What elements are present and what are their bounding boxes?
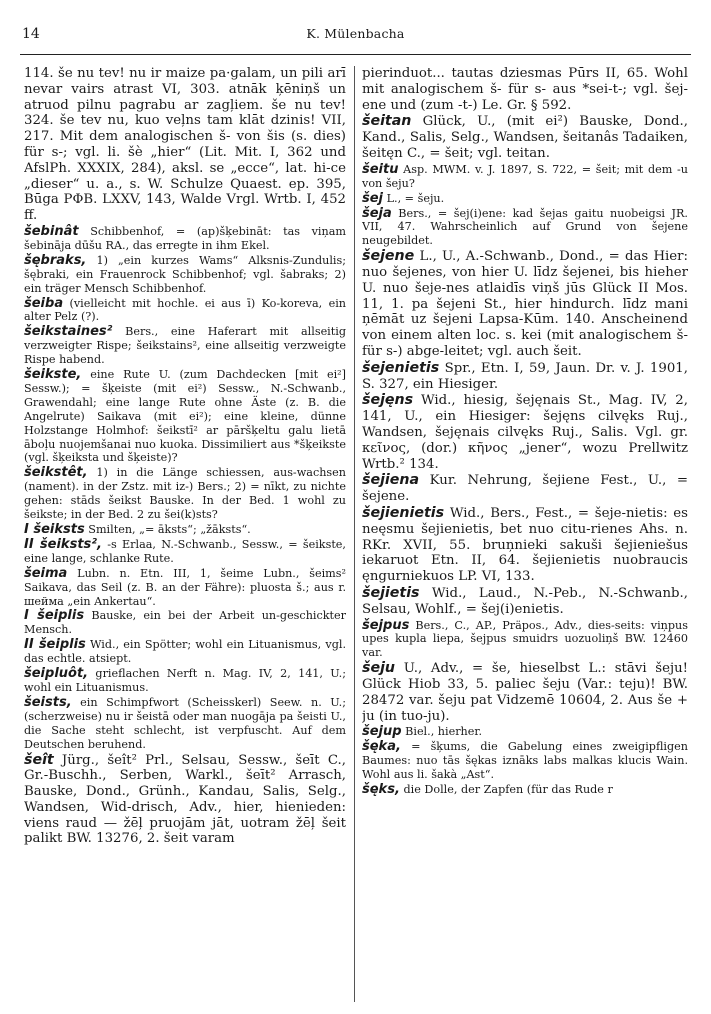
dictionary-entry <box>24 609 346 637</box>
entry-headword: I šeiplis <box>24 608 85 624</box>
entry-text: Kur. Nehrung, šejiene Fest., U., = šejene. <box>362 473 688 505</box>
page-header <box>22 24 689 46</box>
dictionary-entry <box>24 538 346 566</box>
entry-text: Bers., eine Haferart mit allseitig verzweigter Rispe; šeikstains², eine allseitig verzweigte Rispe habend. <box>24 325 346 367</box>
dictionary-entry <box>362 114 688 161</box>
dictionary-entry <box>24 254 346 296</box>
entry-headword: šebinât <box>24 223 79 239</box>
dictionary-entry <box>362 473 688 505</box>
right-column <box>362 66 688 1002</box>
entry-text: ein Schimpfwort (Scheisskerl) Seew. n. U.; (scherzweise) nu ir šeistā oder man nuogāja pa šeisti U., die Sache steht schlecht, ist verpfuscht. Auf dem Deutschen beruhend. <box>24 695 346 751</box>
entry-text: Wid., ein Spötter; wohl ein Lituanismus, vgl. das echtle. atsiept. <box>24 638 346 666</box>
entry-text: grieflachen Nerft n. Mag. IV, 2, 141, U.; wohl ein Lituanismus. <box>24 667 346 694</box>
dictionary-entry <box>24 66 346 224</box>
entry-text: Jürg., šeît² Prl., Selsau, Sessw., šeīt C., Gr.-Buschh., Serben, Warkl., šeīt² Arrasch, Bauske, Dond., Grünh., Kandau, Salis, Selg., Wandsen, Wid-drisch, Adv., hier, hienieden: viens raud — žēļ pruojām jāt, uotram žēļ šeit palikt BW. 13276, 2. šeit varam <box>24 752 346 847</box>
entry-text: pierinduot... tautas dziesmas Pūrs II, 65. Wohl mit analogischem š- für s- aus *sei-t-; vgl. šej-ene und (zum -t-) Le. Gr. § 592. <box>362 66 688 113</box>
entry-headword: II šeiplis <box>24 637 86 653</box>
entry-text: L., = šeju. <box>386 191 445 205</box>
dictionary-entry <box>24 297 346 325</box>
entry-headword: šejenietis <box>362 359 440 376</box>
dictionary-entry <box>24 753 346 848</box>
dictionary-entry <box>362 393 688 472</box>
entry-text: Wid., Bers., Fest., = šeje-nietis: es neęsmu šejienietis, bet nuo citu-rienes Ahs. n. RKr. XVII, 55. bruņnieki sakuši šejieniešus iekaruot Etn. II, 64. šejienietis nuobraucis ęngurniekuos LP. VI, 133. <box>362 505 688 585</box>
dictionary-entry <box>362 661 688 724</box>
entry-text: -s Erlaa, N.-Schwanb., Sessw., = šeikste, eine lange, schlanke Rute. <box>24 537 346 565</box>
entry-text: Lubn. n. Etn. III, 1, šeime Lubn., šeims² Saikava, das Seil (z. B. an der Fähre): pluosta š.; aus r. шейма „ein Ankertau“. <box>24 566 346 608</box>
entry-headword: šej <box>362 190 384 206</box>
entry-headword: šejiena <box>362 472 420 489</box>
entry-headword: šejene <box>362 248 415 265</box>
entry-headword: šeikste, <box>24 367 82 383</box>
entry-headword: šejęns <box>362 392 414 409</box>
entry-headword: I šeiksts <box>24 522 85 537</box>
entry-headword: šeists, <box>24 694 72 710</box>
dictionary-entry <box>362 725 688 739</box>
entry-headword: šejietis <box>362 584 420 601</box>
dictionary-entry <box>362 506 688 585</box>
entry-headword: šeikstêt, <box>24 465 88 481</box>
entry-headword: šeitan <box>362 113 412 130</box>
entry-text: L., U., A.-Schwanb., Dond., = das Hier: nuo šejenes, von hier U. līdz šejenei, bis hieher U. nuo šeje-nes atlaidīs viņš jūs Glück II Mos. 11, 1. pa šejeni St., hier hindurch. līdz mani ņēmāt uz šejeni Lapsa-Kūm. 140. Anscheinend von einem alten loc. s. kei (mit analogischem š- für s-) abge-leitet; vgl. auch šeit. <box>362 249 688 359</box>
entry-text: Bers., = šej(i)ene: kad šejas gaitu nuobeigsi JR. VII, 47. Wahrscheinlich auf Grund von šejene neugebildet. <box>362 206 688 248</box>
entry-headword: šeiba <box>24 295 64 311</box>
entry-headword: šeît <box>24 751 54 768</box>
entry-text: U., Adv., = še, hieselbst L.: stāvi šeju! Glück Hiob 33, 5. paliec šeju (Var.: teju)! BW. 28472 var. šeju pat Vidzemē 10604, 2. Aus še + ju (in tuo-ju). <box>362 661 688 724</box>
entry-text: Bauske, ein bei der Arbeit un-geschickter Mensch. <box>24 609 346 637</box>
entry-text: eine Rute U. (zum Dachdecken [mit ei²] Sessw.); = šķeiste (mit ei²) Sessw., N.-Schwanb., Grawendahl; eine lange Rute ohne Äste (z. B. die Angelrute) Saikava (mit ei²); eine kleine, dünne Holzstange Holmhof: šeikstī² ar pāršķeltu galu lietā āboļu nuojemšanai nuo kuoka. Dissimiliert aus *šķeikste (vgl. šķeiksta und šķeiste)? <box>24 368 346 465</box>
dictionary-entry <box>24 638 346 666</box>
entry-headword: šębraks, <box>24 252 87 268</box>
entry-text: Asp. MWM. v. J. 1897, S. 722, = šeit; mit dem -u von šeju? <box>362 162 688 190</box>
entry-text: = šķums, die Gabelung eines zweigipfligen Baumes: nuo tās šękas iznāks labs malkas klucis Wain. Wohl aus li. šakà „Ast“. <box>362 740 688 782</box>
dictionary-entry <box>362 249 688 360</box>
entry-headword: šeikstaines² <box>24 324 113 340</box>
entry-text: 1) „ein kurzes Wams“ Alksnis-Zundulis; šębraki, ein Frauenrock Schibbenhof; vgl. šabraks; 2) ein träger Mensch Schibbenhof. <box>24 253 346 295</box>
entry-text: Smilten, „= āksts“; „žāksts“. <box>88 523 251 536</box>
entry-headword: šeipluôt, <box>24 666 89 682</box>
entry-headword: šejienietis <box>362 504 445 521</box>
entry-headword: šęks, <box>362 782 400 798</box>
dictionary-entry <box>362 163 688 191</box>
dictionary-entry <box>362 783 688 797</box>
entry-headword: šeja <box>362 205 392 221</box>
dictionary-entry <box>24 466 346 522</box>
dictionary-entry <box>24 225 346 253</box>
entry-text: Wid., hiesig, šejęnais St., Mag. IV, 2, 141, U., ein Hiesiger: šejęns cilvęks Ruj., Wandsen, šejęnais cilvęks Ruj., Salis. Vgl. gr. κεῖνος, (dor.) κῆνος „jener“, wozu Prellwitz Wrtb.² 134. <box>362 393 688 472</box>
dictionary-entry <box>24 325 346 367</box>
entry-headword: šejup <box>362 724 402 740</box>
entry-text: Biel., hierher. <box>405 725 483 739</box>
dictionary-entry <box>24 523 346 537</box>
dictionary-entry <box>362 66 688 113</box>
entry-text: 114. še nu tev! nu ir maize pa·galam, un pili arī nevar vairs atrast VI, 303. atnāk ķēniņš un atruod pilnu pagrabu ar zagļiem. še nu tev! 324. še tev nu, kuo veļns tam klāt dzinis! VII, 217. Mit dem analogischen š- von šis (s. dies) für s-; vgl. li. šè „hier“ (Lit. Mit. I, 362 und AfslPh. XXXIX, 284), aksl. se „ecce“, lat. hi-ce „dieser“ u. a., s. W. Schulze Quaest. ep. 395, Būga PΦB. LXXV, 143, Walde Vrgl. Wrtb. I, 452 ff. <box>24 66 346 224</box>
dictionary-entry <box>362 207 688 249</box>
entry-headword: II šeiksts², <box>24 536 102 552</box>
entry-headword: šeitu <box>362 161 399 177</box>
dictionary-entry <box>362 740 688 782</box>
entry-text: (vielleicht mit hochle. ei aus ī) Ko-koreva, ein alter Pelz (?). <box>24 296 346 324</box>
entry-headword: šeju <box>362 660 396 677</box>
dictionary-entry <box>362 586 688 618</box>
dictionary-entry <box>24 567 346 609</box>
dictionary-entry <box>362 192 688 206</box>
entry-text: Spr., Etn. I, 59, Jaun. Dr. v. J. 1901, S. 327, ein Hiesiger. <box>362 360 688 392</box>
page-number: 14 <box>22 26 40 42</box>
entry-text: Schibbenhof, = (ap)šķebināt: tas viņam šebināja dūšu RA., das erregte in ihm Ekel. <box>24 224 346 252</box>
header-rule <box>20 54 691 55</box>
running-title: K. Mülenbacha <box>306 26 405 41</box>
entry-text: Bers., C., AP., Präpos., Adv., dies-seits: viņpus upes kupla liepa, šejpus smuidrs uozuoliņš BW. 12460 var. <box>362 618 688 660</box>
dictionary-entry <box>24 696 346 752</box>
entry-text: Glück, U., (mit ei²) Bauske, Dond., Kand., Salis, Selg., Wandsen, šeitanâs Tadaiken, šeitęn C., = šeit; vgl. teitan. <box>362 114 688 161</box>
dictionary-entry <box>24 667 346 695</box>
dictionary-entry <box>362 361 688 393</box>
entry-text: die Dolle, der Zapfen (für das Rude r <box>403 783 613 797</box>
entry-headword: šejpus <box>362 617 410 633</box>
dictionary-entry <box>24 368 346 465</box>
entry-text: Wid., Laud., N.-Peb., N.-Schwanb., Selsau, Wohlf., = šej(i)enietis. <box>362 585 688 617</box>
left-column <box>24 66 346 1002</box>
column-divider <box>354 66 355 1002</box>
entry-text: 1) in die Länge schiessen, aus-wachsen (nament). in der Zstz. mit iz-) Bers.; 2) = nīkt, zu nichte gehen: stāds šeikst Bauske. In der Bed. 1 wohl zu šeikste; in der Bed. 2 zu šei(k)sts? <box>24 466 346 522</box>
dictionary-entry <box>362 619 688 661</box>
entry-headword: šęka, <box>362 739 401 755</box>
entry-headword: šeima <box>24 565 68 581</box>
